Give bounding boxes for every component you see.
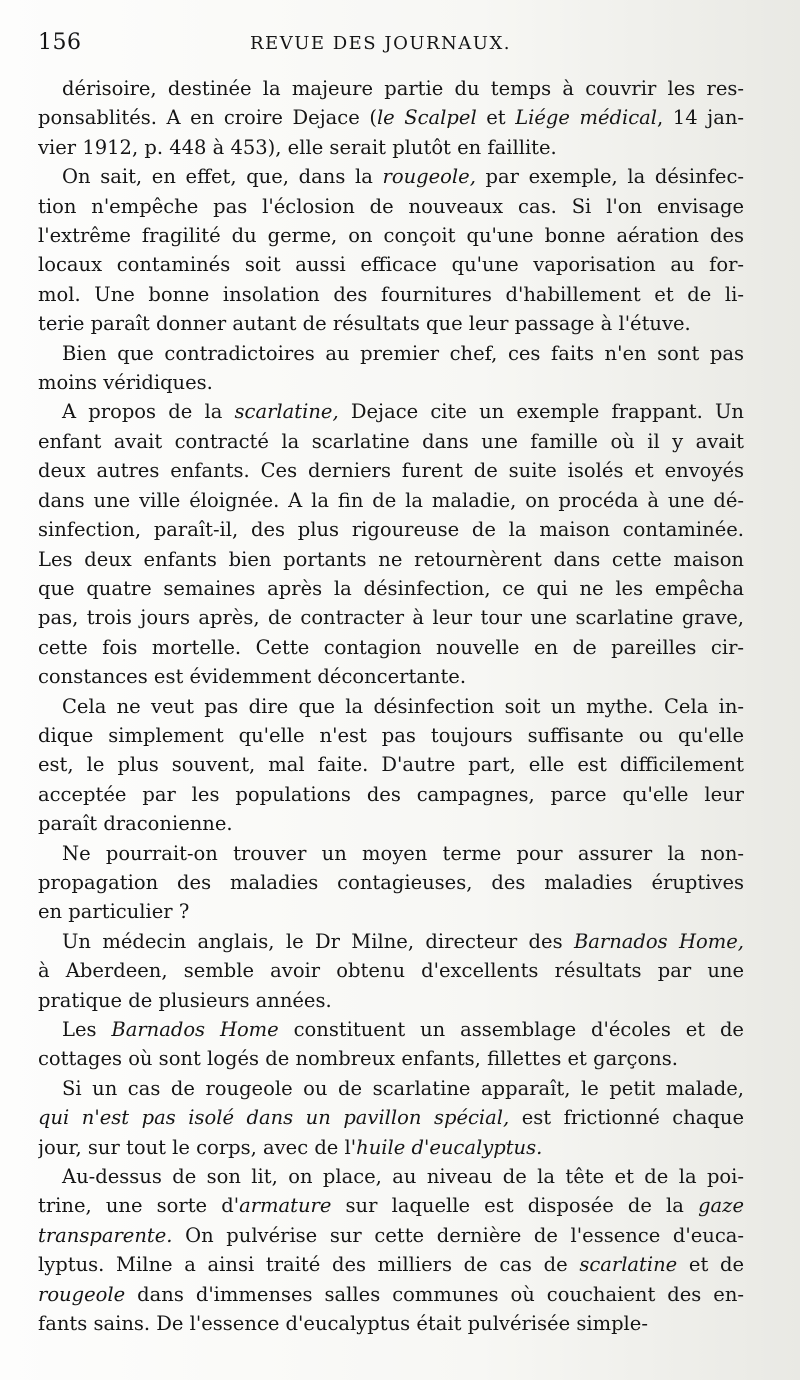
text-line: pratique de plusieurs années.	[38, 988, 332, 1012]
text-line: sinfection, paraît-il, des plus rigoureuse de la maison contaminée.	[38, 518, 744, 542]
text-line: paraît draconienne.	[38, 812, 233, 836]
page-header	[38, 30, 744, 74]
text-line: Un médecin anglais, le Dr Milne, directeur des Barnados Home,	[62, 929, 744, 953]
text-line: Cela ne veut pas dire que la désinfection soit un mythe. Cela in-	[62, 694, 744, 718]
text-line: terie paraît donner autant de résultats que leur passage à l'étuve.	[38, 312, 691, 336]
text-line: enfant avait contracté la scarlatine dans une famille où il y avait	[38, 429, 744, 453]
text-line: deux autres enfants. Ces derniers furent de suite isolés et envoyés	[38, 459, 744, 483]
text-line: fants sains. De l'essence d'eucalyptus était pulvérisée simple-	[38, 1312, 648, 1336]
text-line: Les deux enfants bien portants ne retournèrent dans cette maison	[38, 547, 744, 571]
text-line: Ne pourrait-on trouver un moyen terme pour assurer la non-	[62, 841, 744, 865]
text-line: Au-dessus de son lit, on place, au niveau de la tête et de la poi-	[62, 1165, 744, 1189]
text-line: qui n'est pas isolé dans un pavillon spécial, est frictionné chaque	[38, 1106, 744, 1130]
text-line: est, le plus souvent, mal faite. D'autre part, elle est difficilement	[38, 753, 744, 777]
body-text	[38, 74, 744, 1338]
text-line: mol. Une bonne insolation des fournitures d'habillement et de li-	[38, 282, 744, 306]
text-line: ponsablités. A en croire Dejace (le Scalpel et Liége médical, 14 jan-	[38, 106, 744, 130]
text-line: dique simplement qu'elle n'est pas toujours suffisante ou qu'elle	[38, 723, 744, 747]
text-line: cette fois mortelle. Cette contagion nouvelle en de pareilles cir-	[38, 635, 744, 659]
text-line: cottages où sont logés de nombreux enfants, fillettes et garçons.	[38, 1047, 678, 1071]
text-line: moins véridiques.	[38, 371, 213, 395]
text-line: l'extrême fragilité du germe, on conçoit qu'une bonne aération des	[38, 224, 744, 248]
text-line: transparente. On pulvérise sur cette dernière de l'essence d'euca-	[38, 1223, 744, 1247]
text-line: trine, une sorte d'armature sur laquelle est disposée de la gaze	[38, 1194, 744, 1218]
text-line: Bien que contradictoires au premier chef, ces faits n'en sont pas	[62, 341, 744, 365]
text-line: locaux contaminés soit aussi efficace qu'une vaporisation au for-	[38, 253, 744, 277]
text-line: propagation des maladies contagieuses, des maladies éruptives	[38, 870, 744, 894]
text-line: vier 1912, p. 448 à 453), elle serait plutôt en faillite.	[38, 135, 557, 159]
text-line: tion n'empêche pas l'éclosion de nouveaux cas. Si l'on envisage	[38, 194, 744, 218]
text-line: que quatre semaines après la désinfection, ce qui ne les empêcha	[38, 576, 744, 600]
text-line: dans une ville éloignée. A la fin de la maladie, on procéda à une dé-	[38, 488, 744, 512]
text-line: A propos de la scarlatine, Dejace cite un exemple frappant. Un	[62, 400, 744, 424]
text-line: jour, sur tout le corps, avec de l'huile d'eucalyptus.	[38, 1135, 543, 1159]
text-line: constances est évidemment déconcertante.	[38, 665, 467, 689]
text-line: pas, trois jours après, de contracter à leur tour une scarlatine grave,	[38, 606, 744, 630]
running-head: REVUE DES JOURNAUX.	[250, 33, 511, 54]
text-line: rougeole dans d'immenses salles communes où couchaient des en-	[38, 1282, 744, 1306]
text-line: acceptée par les populations des campagnes, parce qu'elle leur	[38, 782, 744, 806]
text-line: lyptus. Milne a ainsi traité des milliers de cas de scarlatine et de	[38, 1253, 744, 1277]
text-line: à Aberdeen, semble avoir obtenu d'excellents résultats par une	[38, 959, 744, 983]
page-number: 156	[38, 30, 82, 55]
text-line: dérisoire, destinée la majeure partie du temps à couvrir les res-	[62, 77, 744, 100]
text-line: Si un cas de rougeole ou de scarlatine apparaît, le petit malade,	[62, 1076, 744, 1100]
text-line: On sait, en effet, que, dans la rougeole, par exemple, la désinfec-	[62, 165, 744, 189]
text-line: Les Barnados Home constituent un assemblage d'écoles et de	[62, 1018, 744, 1041]
text-line: en particulier ?	[38, 900, 190, 924]
